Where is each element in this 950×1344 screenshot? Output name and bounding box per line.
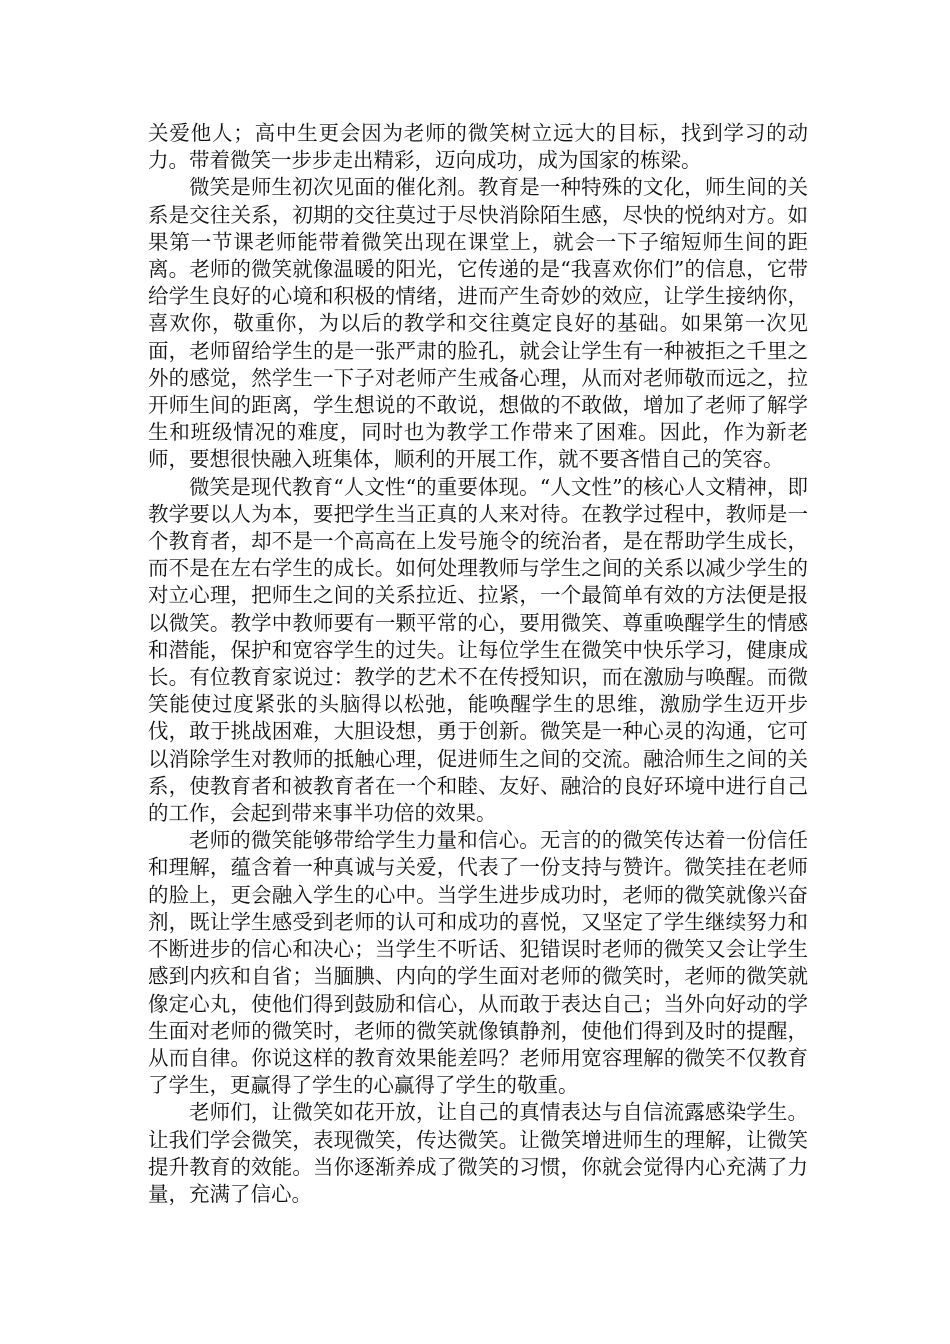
paragraph-4: 老师的微笑能够带给学生力量和信心。无言的的微笑传达着一份信任和理解，蕴含着一种真诚与关爱，代表了一份支持与赞许。微笑挂在老师的脸上，更会融入学生的心中。当学生进步成功时，老师的微笑就像兴奋剂，既让学生感受到老师的认可和成功的喜悦，又坚定了学生继续努力和不断进步的信心和决心；当学生不听话、犯错误时老师的微笑又会让学生感到内疚和自省；当腼腆、内向的学生面对老师的微笑时，老师的微笑就像定心丸，使他们得到鼓励和信心，从而敢于表达自己；当外向好动的学生面对老师的微笑时，老师的微笑就像镇静剂，使他们得到及时的提醒，从而自律。你说这样的教育效果能差吗？老师用宽容理解的微笑不仅教育了学生，更赢得了学生的心赢得了学生的敬重。 [148, 828, 808, 1098]
paragraph-2: 微笑是师生初次见面的催化剂。教育是一种特殊的文化，师生间的关系是交往关系，初期的交往莫过于尽快消除陌生感，尽快的悦纳对方。如果第一节课老师能带着微笑出现在课堂上，就会一下子缩短师生间的距离。老师的微笑就像温暖的阳光，它传递的是“我喜欢你们”的信息，它带给学生良好的心境和积极的情绪，进而产生奇妙的效应，让学生接纳你，喜欢你，敬重你，为以后的教学和交往奠定良好的基础。如果第一次见面，老师留给学生的是一张严肃的脸孔，就会让学生有一种被拒之千里之外的感觉，然学生一下子对老师产生戒备心理，从而对老师敬而远之，拉开师生间的距离，学生想说的不敢说，想做的不敢做，增加了老师了解学生和班级情况的难度，同时也为教学工作带来了困难。因此，作为新老师，要想很快融入班集体，顺利的开展工作，就不要吝惜自己的笑容。 [148, 175, 808, 472]
document-body [148, 120, 808, 1208]
paragraph-1: 关爱他人；高中生更会因为老师的微笑树立远大的目标，找到学习的动力。带着微笑一步步走出精彩，迈向成功，成为国家的栋梁。 [148, 121, 808, 173]
paragraph-3: 微笑是现代教育“人文性“的重要体现。“人文性”的核心人文精神，即教学要以人为本，要把学生当正真的人来对待。在教学过程中，教师是一个教育者，却不是一个高高在上发号施令的统治者，是在帮助学生成长，而不是在左右学生的成长。如何处理教师与学生之间的关系以减少学生的对立心理，把师生之间的关系拉近、拉紧，一个最简单有效的方法便是报以微笑。教学中教师要有一颗平常的心，要用微笑、尊重唤醒学生的情感和潜能，保护和宽容学生的过失。让每位学生在微笑中快乐学习，健康成长。有位教育家说过：教学的艺术不在传授知识，而在激励与唤醒。而微笑能使过度紧张的头脑得以松弛，能唤醒学生的思维，激励学生迈开步伐，敢于挑战困难，大胆设想，勇于创新。微笑是一种心灵的沟通，它可以消除学生对教师的抵触心理，促进师生之间的交流。融洽师生之间的关系，使教育者和被教育者在一个和睦、友好、融洽的良好环境中进行自己的工作，会起到带来事半功倍的效果。 [148, 474, 808, 826]
paragraph-5: 老师们，让微笑如花开放，让自己的真情表达与自信流露感染学生。让我们学会微笑，表现微笑，传达微笑。让微笑增进师生的理解，让微笑提升教育的效能。当你逐渐养成了微笑的习惯，你就会觉得内心充满了力量，充满了信心。 [148, 1100, 808, 1206]
